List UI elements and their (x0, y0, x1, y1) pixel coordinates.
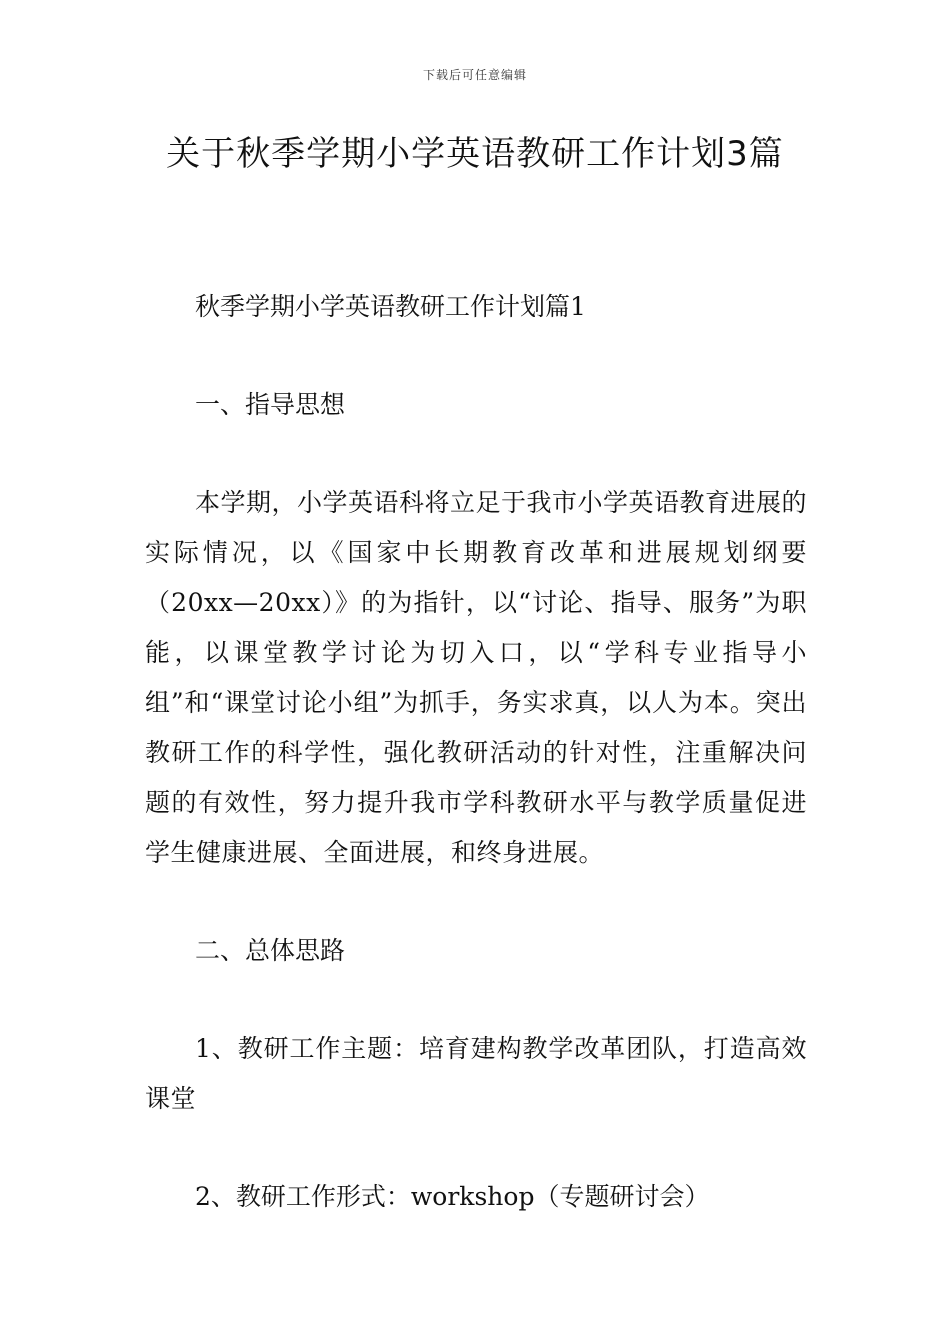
document-body (145, 282, 807, 1222)
section1-heading: 一、指导思想 (195, 390, 346, 419)
section2-heading: 二、总体思路 (195, 936, 346, 965)
header-note: 下载后可任意编辑 (422, 68, 527, 82)
list-item-2: 2、教研工作形式：workshop（专题研讨会） (195, 1182, 710, 1211)
subtitle: 秋季学期小学英语教研工作计划篇1 (195, 292, 586, 321)
document-title: 关于秋季学期小学英语教研工作计划3篇 (166, 134, 784, 174)
section1-paragraph: 本学期，小学英语科将立足于我市小学英语教育进展的实际情况，以《国家中长期教育改革和进展规划纲要（20xx—20xx）》的为指针，以“讨论、指导、服务”为职能，以课堂教学讨论为切入口，以“学科专业指导小组”和“课堂讨论小组”为抓手，务实求真，以人为本。突出教研工作的科学性，强化教研活动的针对性，注重解决问题的有效性，努力提升我市学科教研水平与教学质量促进学生健康进展、全面进展，和终身进展。 (145, 488, 808, 867)
list-item-1: 1、教研工作主题：培育建构教学改革团队，打造高效课堂 (145, 1034, 807, 1113)
